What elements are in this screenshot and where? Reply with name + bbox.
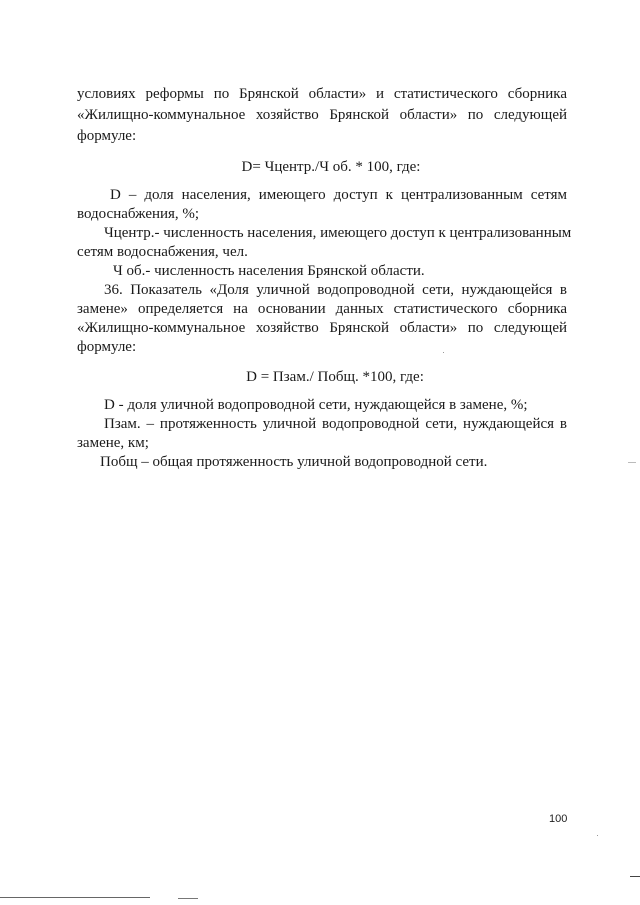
scan-speck (597, 835, 598, 836)
def1-line-1: D – доля населения, имеющего доступ к централизованным сетям (110, 187, 567, 203)
page-number: 100 (549, 813, 568, 825)
para36-line-3: «Жилищно-коммунальное хозяйство Брянской области» по следующей (77, 320, 567, 336)
para36-line-4: формуле: (77, 339, 137, 355)
def2-line-1: D - доля уличной водопроводной сети, нуждающейся в замене, %; (104, 397, 528, 413)
para36-line-1: 36. Показатель «Доля уличной водопроводной сети, нуждающейся в (104, 282, 567, 298)
formula-1: D= Чцентр./Ч об. * 100, где: (241, 159, 421, 175)
def2-line-2: Пзам. – протяженность уличной водопроводной сети, нуждающейся в (104, 416, 567, 432)
def1-line-3: Чцентр.- численность населения, имеющего доступ к централизованным (104, 225, 572, 241)
def2-line-4: Побщ – общая протяженность уличной водопроводной сети. (100, 454, 488, 470)
scan-edge-mark (178, 898, 198, 899)
def1-line-4: сетям водоснабжения, чел. (77, 244, 248, 260)
intro-line-2: «Жилищно-коммунальное хозяйство Брянской области» по следующей (77, 107, 567, 123)
def1-line-2: водоснабжения, %; (77, 206, 200, 222)
para36-line-2: замене» определяется на основании данных статистического сборника (77, 301, 567, 317)
def2-line-3: замене, км; (77, 435, 149, 451)
scan-corner-mark (630, 876, 640, 877)
def1-line-5: Ч об.- численность населения Брянской области. (113, 263, 425, 279)
formula-2: D = Пзам./ Побщ. *100, где: (246, 369, 424, 385)
intro-line-1: условиях реформы по Брянской области» и статистического сборника (77, 86, 567, 102)
intro-line-3: формуле: (77, 128, 137, 144)
scan-edge-line (0, 897, 150, 898)
scan-margin-mark (628, 462, 636, 463)
scan-speck (443, 352, 444, 353)
